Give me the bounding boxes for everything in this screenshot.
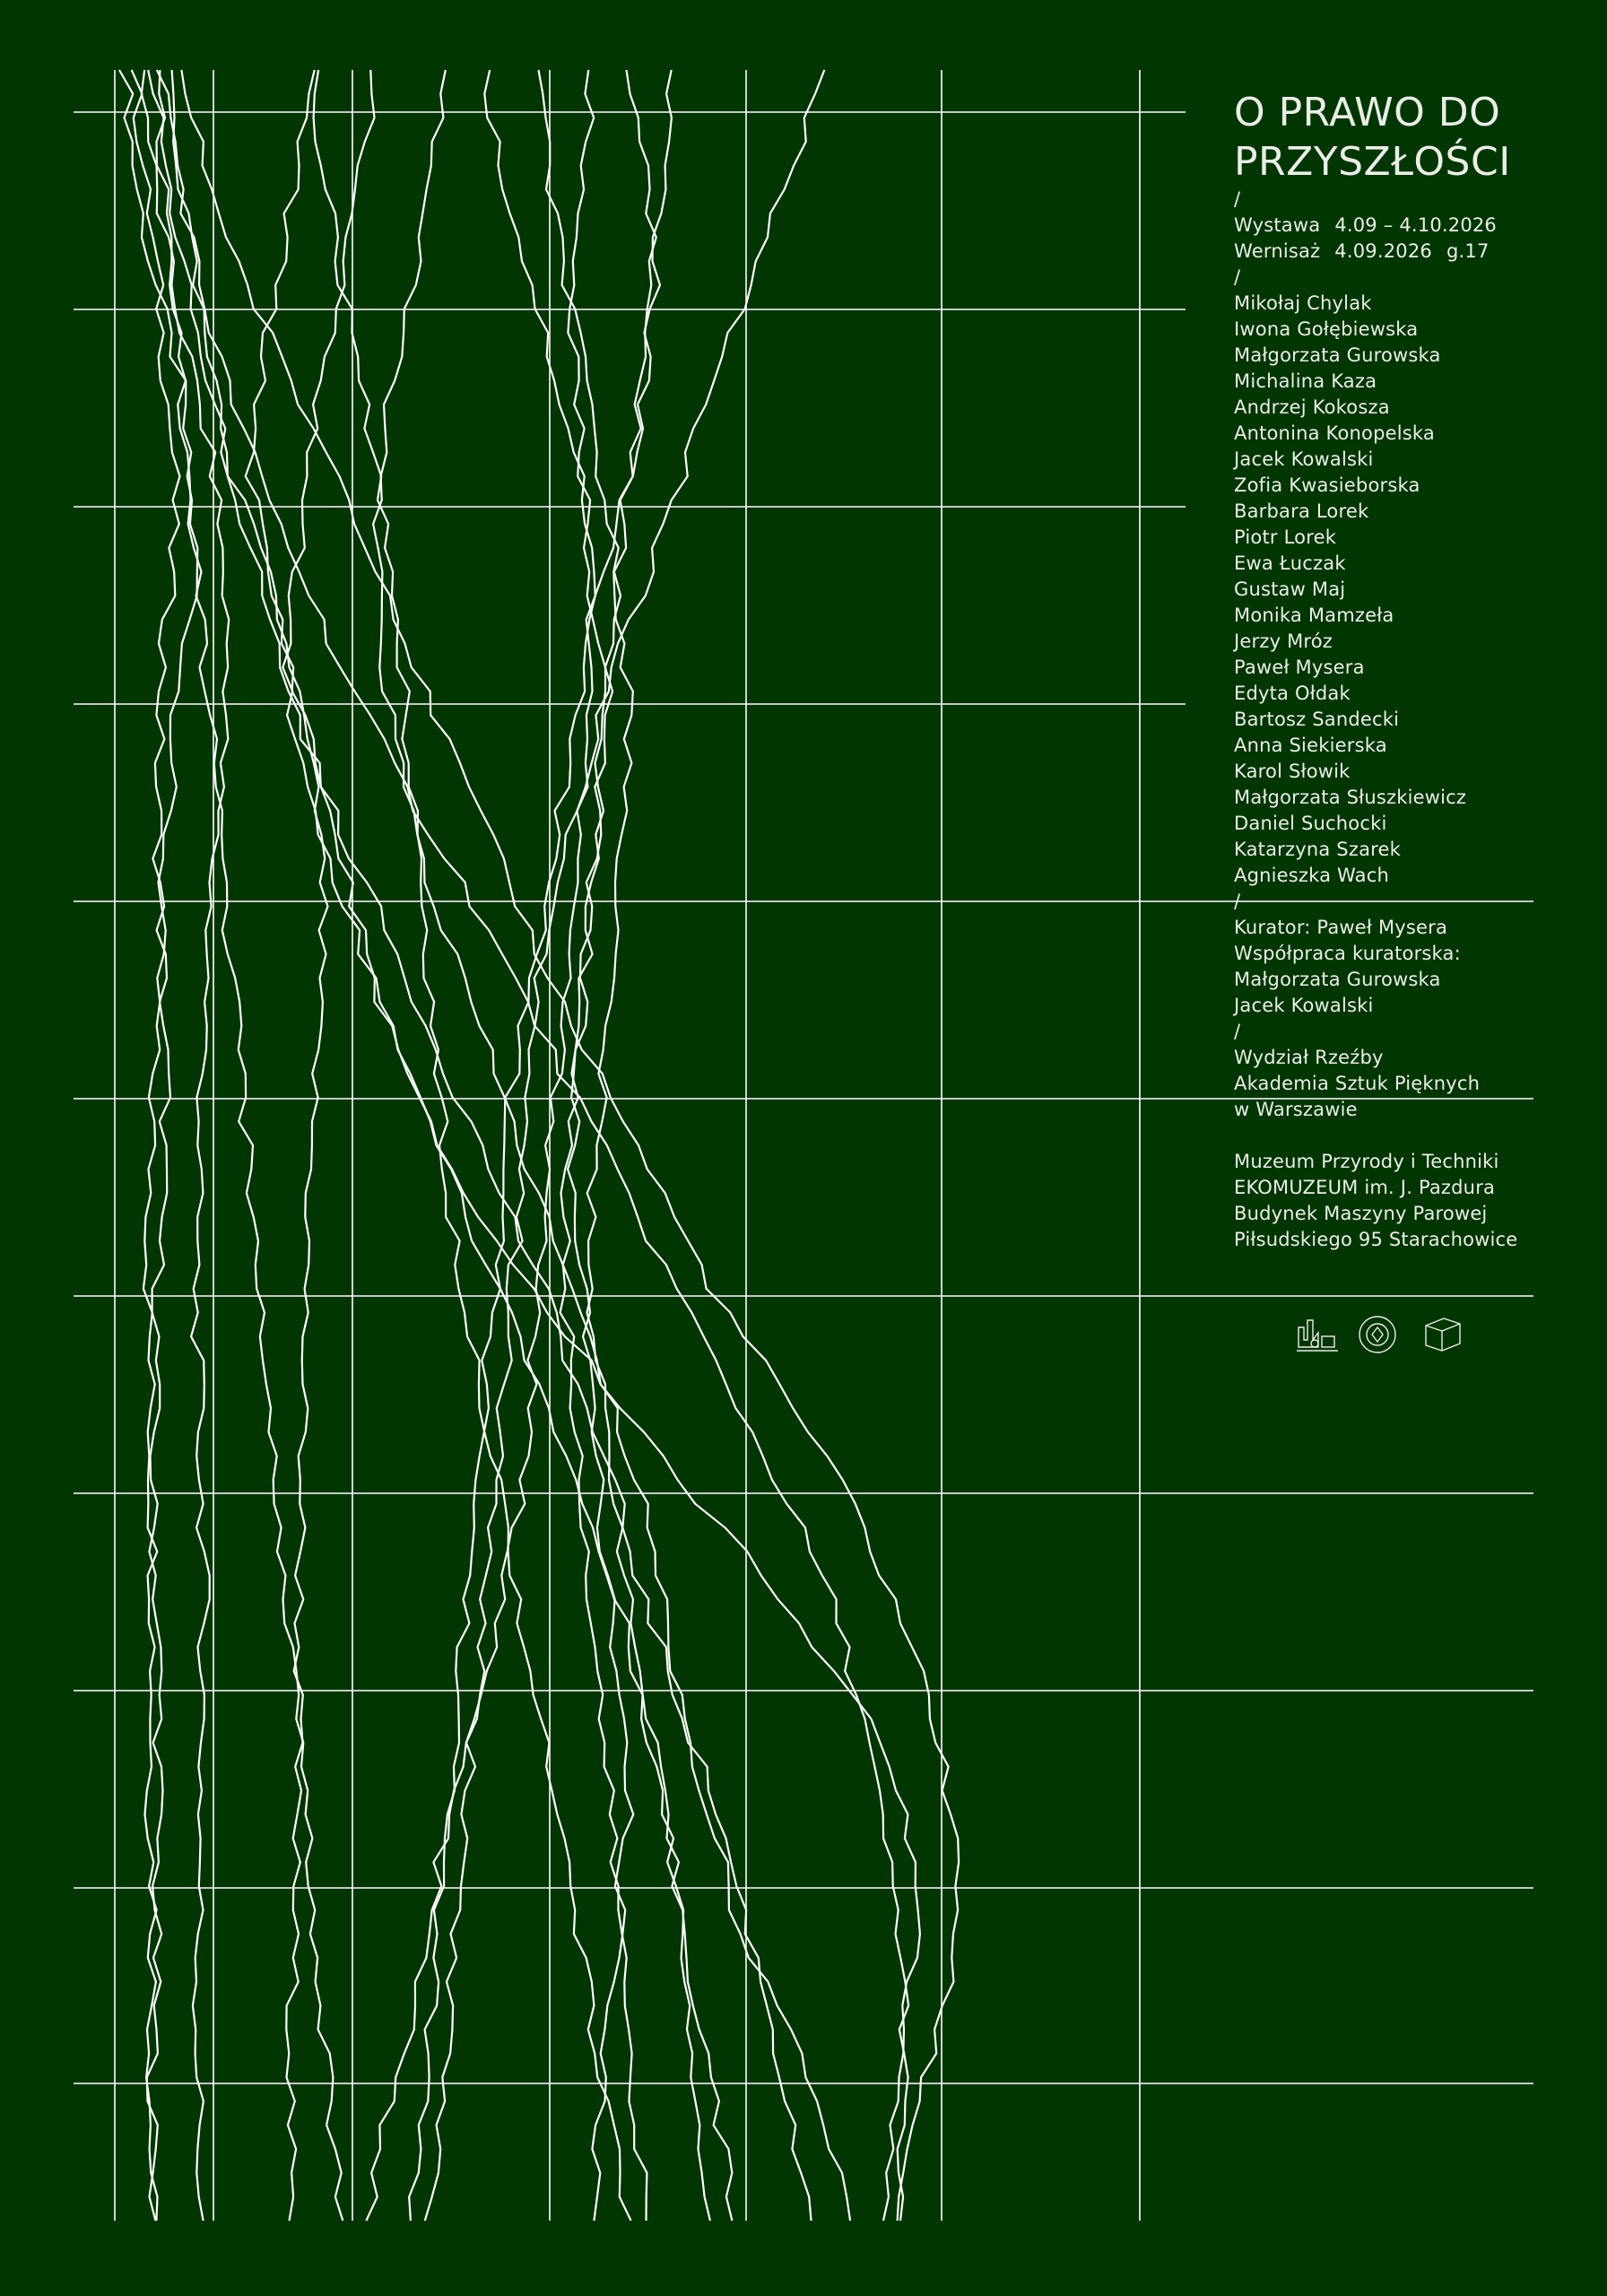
wandering-line	[246, 70, 920, 2221]
artist-name: Ewa Łuczak	[1234, 552, 1346, 574]
wandering-line	[366, 70, 595, 2221]
spacer	[1234, 1123, 1593, 1149]
info-panel	[1234, 88, 1593, 1253]
round-seal-logo	[1359, 1317, 1395, 1352]
curator-line: Jacek Kowalski	[1234, 995, 1374, 1016]
title-line-1: O PRAWO DO	[1234, 90, 1501, 135]
partner-logos	[1295, 1315, 1474, 1354]
wandering-line	[119, 70, 197, 2221]
wandering-line	[539, 70, 733, 2221]
artist-name: Barbara Lorek	[1234, 500, 1369, 522]
wandering-line	[157, 70, 343, 2221]
artist-name: Piotr Lorek	[1234, 526, 1337, 548]
artist-name: Andrzej Kokosza	[1234, 396, 1390, 418]
artist-name: Anna Siekierska	[1234, 735, 1387, 756]
artists-list	[1234, 291, 1593, 889]
venue-line: Piłsudskiego 95 Starachowice	[1234, 1229, 1518, 1250]
opening-date-value: 4.09.2026	[1334, 240, 1432, 262]
wandering-line	[373, 70, 850, 2221]
artist-name: Bartosz Sandecki	[1234, 709, 1400, 730]
wandering-line	[282, 70, 710, 2221]
artist-name: Zofia Kwasieborska	[1234, 474, 1420, 496]
exhibition-label: Wystawa	[1234, 214, 1321, 236]
organizer-line: Akademia Sztuk Pięknych	[1234, 1073, 1481, 1094]
wandering-line	[314, 70, 631, 2221]
wandering-line	[172, 70, 812, 2221]
venue-list	[1234, 1149, 1593, 1253]
artist-name: Edyta Ołdak	[1234, 683, 1351, 704]
venue-line: EKOMUZEUM im. J. Pazdura	[1234, 1177, 1496, 1198]
separator: /	[1234, 266, 1241, 288]
organizer-list	[1234, 1045, 1593, 1123]
organizer-line: Wydział Rzeźby	[1234, 1047, 1384, 1068]
venue-line: Budynek Maszyny Parowej	[1234, 1203, 1488, 1224]
artist-name: Mikołaj Chylak	[1234, 292, 1372, 314]
artist-name: Jacek Kowalski	[1234, 448, 1374, 470]
opening-label: Wernisaż	[1234, 240, 1321, 262]
artist-name: Monika Mamzeła	[1234, 604, 1394, 626]
curator-line: Kurator: Paweł Mysera	[1234, 917, 1448, 938]
organizer-line: w Warszawie	[1234, 1099, 1358, 1120]
curator-line: Współpraca kuratorska:	[1234, 943, 1461, 964]
wandering-line	[157, 70, 908, 2221]
artist-name: Katarzyna Szarek	[1234, 839, 1401, 860]
artist-name: Agnieszka Wach	[1234, 865, 1390, 886]
artist-name: Paweł Mysera	[1234, 657, 1365, 678]
artist-name: Antonina Konopelska	[1234, 422, 1435, 444]
wandering-line	[181, 70, 959, 2221]
artist-name: Gustaw Maj	[1234, 578, 1346, 600]
curators-list	[1234, 915, 1593, 1019]
opening-dates	[1234, 239, 1593, 265]
wandering-line	[568, 70, 672, 2221]
title-line-2: PRZYSZŁOŚCI	[1234, 139, 1511, 185]
exhibition-value: 4.09 – 4.10.2026	[1334, 214, 1497, 236]
artist-name: Daniel Suchocki	[1234, 813, 1387, 834]
separator: /	[1234, 188, 1241, 210]
wandering-line	[425, 70, 825, 2221]
cube-logo	[1426, 1318, 1460, 1351]
opening-time-value: g.17	[1446, 240, 1490, 262]
separator: /	[1234, 891, 1241, 912]
poster-title	[1234, 88, 1593, 187]
wandering-line	[148, 70, 327, 2221]
separator: /	[1234, 1021, 1241, 1042]
artist-name: Michalina Kaza	[1234, 370, 1377, 392]
ekomuzeum-logo	[1297, 1320, 1338, 1351]
artist-name: Jerzy Mróz	[1234, 631, 1333, 652]
artist-name: Małgorzata Słuszkiewicz	[1234, 787, 1467, 808]
exhibition-dates	[1234, 213, 1593, 239]
artist-name: Małgorzata Gurowska	[1234, 344, 1441, 366]
curator-line: Małgorzata Gurowska	[1234, 969, 1441, 990]
venue-line: Muzeum Przyrody i Techniki	[1234, 1151, 1499, 1172]
artist-name: Iwona Gołębiewska	[1234, 318, 1419, 340]
artist-name: Karol Słowik	[1234, 761, 1351, 782]
